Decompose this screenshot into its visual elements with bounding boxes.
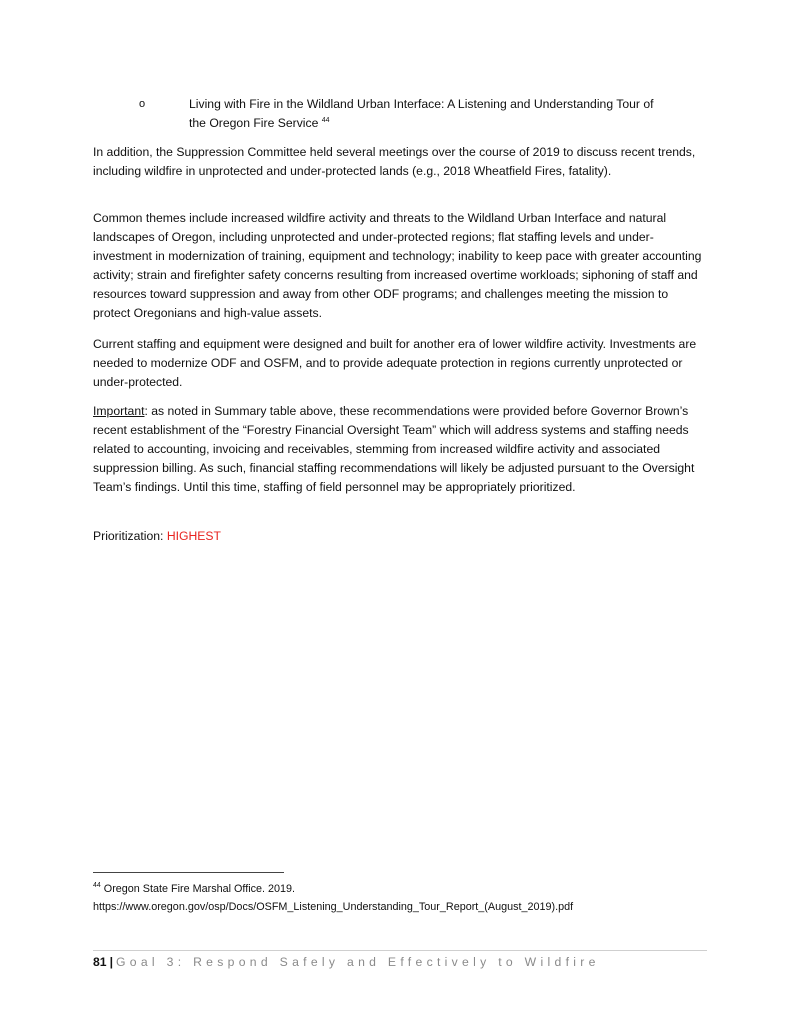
footer-separator: | <box>109 955 113 969</box>
footnote-number: 44 <box>93 882 101 889</box>
footnote-line-1: Oregon State Fire Marshal Office. 2019. <box>103 883 296 895</box>
paragraph-current-staffing: Current staffing and equipment were designed and built for another era of lower wildfire activity. Investments are needed to modernize ODF and OSFM, and to provide adequate protection in regions currently unprotected or under-protected. <box>93 337 697 389</box>
page-footer <box>93 954 600 970</box>
paragraph-common-themes: Common themes include increased wildfire activity and threats to the Wildland Urban Interface and natural landscapes of Oregon, including unprotected and under-protected regions; flat staffing levels and under-investment in modernization of training, equipment and technology; inability to keep pace with greater accounting activity; strain and firefighter safety concerns resulting from increased overtime workloads; siphoning of staff and resources toward suppression and away from other ODF programs; and challenges meeting the mission to protect Oregonians and high-value assets. <box>93 211 702 320</box>
bullet-text <box>164 95 709 133</box>
prioritization-value: HIGHEST <box>166 529 221 543</box>
footnote-divider <box>93 872 284 873</box>
bullet-item <box>139 95 709 133</box>
page-number: 81 <box>93 955 107 969</box>
bullet-line-2: the Oregon Fire Service <box>189 116 319 130</box>
bullet-line-1: Living with Fire in the Wildland Urban Interface: A Listening and Understanding Tour of <box>189 97 654 111</box>
footer-goal-title: Goal 3: Respond Safely and Effectively to Wildfire <box>115 955 600 969</box>
footnote <box>93 880 713 916</box>
prioritization-line <box>93 527 707 546</box>
important-label: Important <box>93 404 145 418</box>
footnote-reference[interactable]: 44 <box>321 117 330 124</box>
bullet-marker: o <box>139 98 146 110</box>
footnote-url[interactable]: https://www.oregon.gov/osp/Docs/OSFM_Listening_Understanding_Tour_Report_(August_2019).pdf <box>93 901 574 913</box>
footer-divider <box>93 950 707 951</box>
paragraph-suppression-committee: In addition, the Suppression Committee held several meetings over the course of 2019 to discuss recent trends, including wildfire in unprotected and under-protected lands (e.g., 2018 Wheatfield Fires, fatality). <box>93 145 696 178</box>
prioritization-label: Prioritization: <box>93 529 167 543</box>
important-text: : as noted in Summary table above, these recommendations were provided before Governor Brown’s recent establishment of the “Forestry Financial Oversight Team” which will address systems and staffing needs related to accounting, invoicing and receivables, stemming from increased wildfire activity and associated suppression billing. As such, financial staffing recommendations will likely be adjusted pursuant to the Oversight Team’s findings. Until this time, staffing of field personnel may be appropriately prioritized. <box>93 404 695 494</box>
paragraph-important <box>93 402 707 497</box>
